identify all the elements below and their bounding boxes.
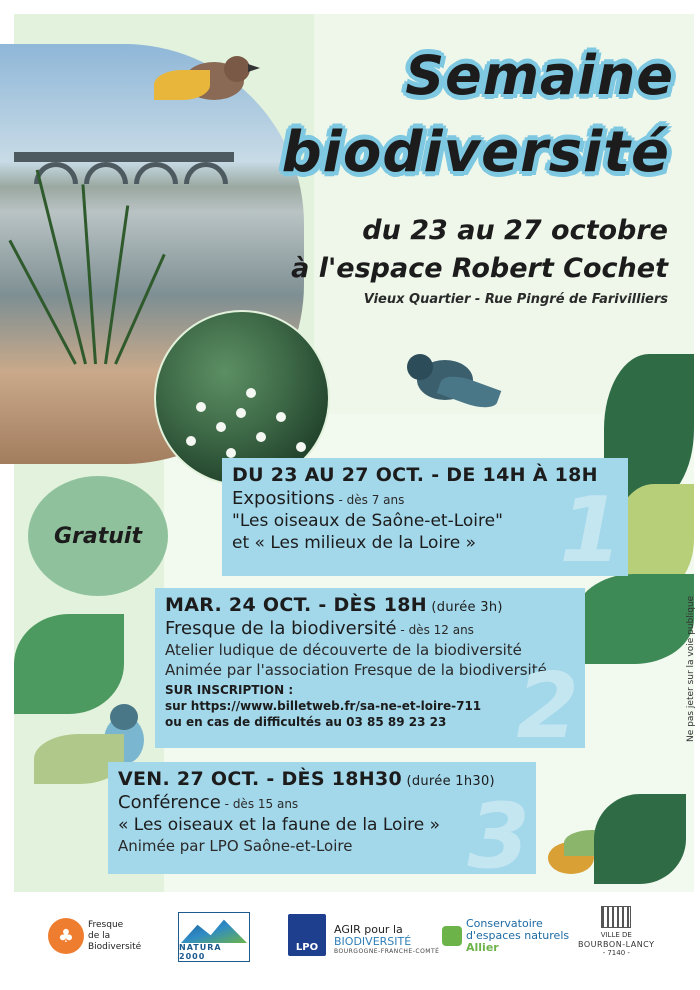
event-activity	[118, 792, 526, 813]
event-number: 2	[516, 654, 579, 759]
logo-text-line: - 7140 -	[602, 949, 630, 957]
flower	[276, 412, 286, 422]
logo-text-line: Biodiversité	[88, 941, 142, 952]
reed	[8, 240, 76, 365]
logo-text-line: Fresque	[88, 919, 124, 930]
event-header: MAR. 24 OCT. - DÈS 18H	[165, 594, 427, 616]
activity-name: Fresque de la biodiversité	[165, 618, 397, 639]
logo-fresque	[48, 918, 141, 954]
event-header: VEN. 27 OCT. - DÈS 18H30	[118, 768, 403, 790]
logo-text-line: VILLE DE	[600, 931, 632, 939]
event-number: 3	[467, 784, 530, 889]
registration	[165, 682, 575, 730]
event-detail: Animée par LPO Saône-et-Loire	[118, 837, 353, 855]
bird-yellow-icon	[154, 48, 264, 118]
event-header: DU 23 AU 27 OCT. - DE 14H À 18H	[232, 464, 598, 486]
logo-natura2000	[178, 912, 250, 962]
leaf-decoration	[594, 794, 686, 884]
cen-icon	[442, 926, 462, 946]
tree-icon: ♣	[48, 918, 84, 954]
bridge-arch	[134, 162, 178, 184]
event-header-row	[118, 768, 526, 790]
reed	[81, 184, 97, 364]
event-header-row	[165, 594, 575, 616]
event-number: 1	[559, 478, 622, 583]
event-box-1	[222, 458, 628, 583]
logo-cen	[442, 918, 569, 954]
flower	[246, 388, 256, 398]
gratuit-badge: Gratuit	[28, 476, 168, 596]
event-box-3	[108, 762, 536, 889]
event-detail: "Les oiseaux de Saône-et-Loire"	[232, 511, 503, 531]
event-duration: (durée 3h)	[426, 600, 503, 615]
event-activity	[165, 618, 575, 639]
activity-name: Conférence	[118, 792, 221, 813]
flower	[216, 422, 226, 432]
bird-blue-icon	[399, 350, 509, 430]
partner-logos	[0, 900, 700, 990]
flower	[236, 408, 246, 418]
reed	[114, 254, 166, 365]
logo-bourbon-text	[578, 931, 655, 958]
activity-age: - dès 15 ans	[220, 797, 299, 811]
castle-icon	[601, 906, 631, 928]
leaf-decoration	[574, 574, 694, 664]
flower	[296, 442, 306, 452]
flower	[256, 432, 266, 442]
logo-bourbon-lancy	[578, 906, 655, 958]
event-box-2	[155, 588, 585, 759]
title-line1: Semaine	[405, 44, 674, 107]
dates: du 23 au 27 octobre	[362, 215, 668, 246]
logo-agir	[334, 924, 439, 955]
logo-agir-text	[334, 924, 439, 955]
logo-text-line: BOURGOGNE-FRANCHE-COMTÉ	[334, 948, 440, 955]
mountain-icon	[181, 917, 247, 943]
address: Vieux Quartier - Rue Pingré de Farivilliers	[363, 292, 668, 307]
logo-text-line: Conservatoire	[466, 917, 543, 930]
logo-text-line: d'espaces naturels	[466, 929, 570, 942]
leaf-decoration	[14, 614, 124, 714]
bridge-arch	[184, 162, 228, 184]
bridge-deck	[14, 152, 234, 162]
date-venue	[291, 212, 668, 288]
title-line2: biodiversité	[281, 120, 670, 185]
flower	[186, 436, 196, 446]
logo-natura-text: NATURA 2000	[179, 943, 222, 961]
logo-text-line: AGIR pour la	[334, 923, 403, 936]
logo-text-line: Allier	[466, 941, 499, 954]
flower	[196, 402, 206, 412]
flower	[226, 448, 236, 458]
logo-cen-text	[466, 918, 569, 954]
logo-text-line: BIODIVERSITÉ	[334, 935, 412, 948]
event-detail: Animée par l'association Fresque de la biodiversité	[165, 661, 547, 679]
logo-text-line: BOURBON-LANCY	[578, 940, 655, 949]
registration-title: SUR INSCRIPTION :	[165, 683, 294, 697]
lpo-icon: LPO	[288, 914, 326, 956]
activity-name: Expositions	[232, 488, 335, 509]
activity-age: - dès 7 ans	[334, 493, 405, 507]
logo-lpo	[288, 914, 326, 956]
registration-phone: ou en cas de difficultés au 03 85 89 23 23	[165, 715, 447, 729]
event-detail: et « Les milieux de la Loire »	[232, 533, 477, 553]
venue: à l'espace Robert Cochet	[291, 253, 668, 284]
natura-icon	[178, 912, 250, 962]
event-detail: « Les oiseaux et la faune de la Loire »	[118, 815, 441, 835]
registration-url[interactable]: sur https://www.billetweb.fr/sa-ne-et-loire-711	[165, 699, 482, 713]
bridge-arch	[84, 162, 128, 184]
logo-fresque-text	[88, 920, 141, 953]
event-duration: (durée 1h30)	[402, 774, 495, 789]
activity-age: - dès 12 ans	[396, 623, 474, 637]
logo-text-line: de la	[88, 930, 111, 941]
side-note: Ne pas jeter sur la voie publique	[686, 595, 696, 742]
event-detail: Atelier ludique de découverte de la biodiversité	[165, 641, 522, 659]
